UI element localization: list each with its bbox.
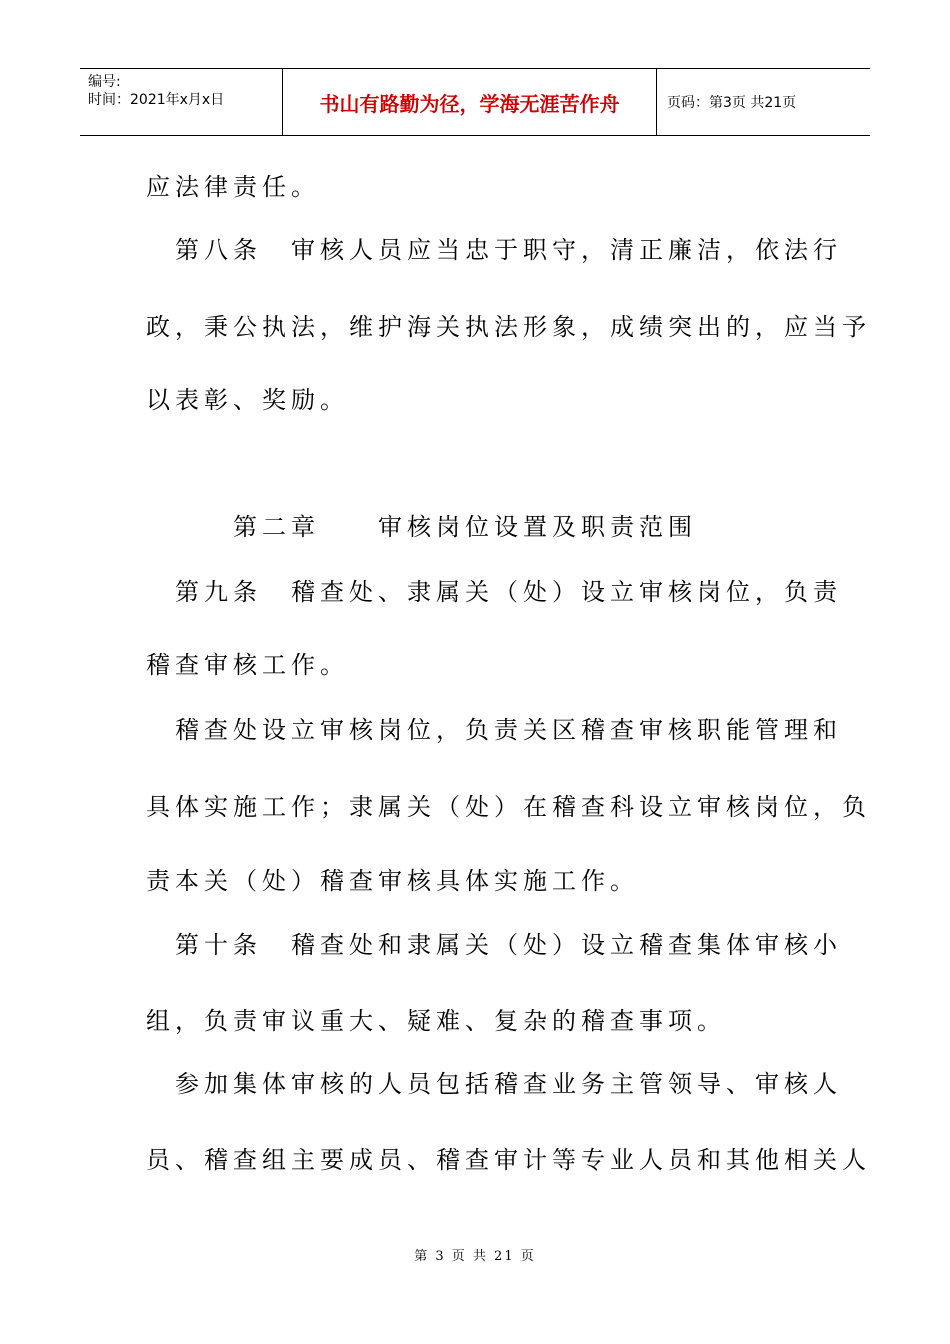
- body-line: 组，负责审议重大、疑难、复杂的稽查事项。: [146, 1007, 726, 1035]
- chapter-heading: 第二章 审核岗位设置及职责范围: [146, 513, 697, 541]
- body-line: 参加集体审核的人员包括稽查业务主管领导、审核人: [146, 1070, 842, 1098]
- body-line: 员、稽查组主要成员、稽查审计等专业人员和其他相关人: [146, 1146, 871, 1174]
- page-footer: 第 3 页 共 21 页: [414, 1249, 536, 1264]
- body-line: 应法律责任。: [146, 173, 320, 201]
- time-label: 时间：2021年x月x日: [88, 92, 225, 108]
- body-line: 稽查处设立审核岗位，负责关区稽查审核职能管理和: [146, 716, 842, 744]
- body-line: 第十条 稽查处和隶属关（处）设立稽查集体审核小: [146, 931, 842, 959]
- header-page-info: 页码：第3页 共21页: [667, 95, 797, 111]
- body-line: 以表彰、奖励。: [146, 386, 349, 414]
- body-line: 第九条 稽查处、隶属关（处）设立审核岗位，负责: [146, 578, 842, 606]
- body-line: 稽查审核工作。: [146, 651, 349, 679]
- document-header: [80, 68, 870, 136]
- body-line: 政，秉公执法，维护海关执法形象，成绩突出的，应当予: [146, 313, 871, 341]
- body-line: 具体实施工作；隶属关（处）在稽查科设立审核岗位，负: [146, 793, 871, 821]
- body-line: 第八条 审核人员应当忠于职守，清正廉洁，依法行: [146, 236, 842, 264]
- number-label: 编号:: [88, 74, 121, 90]
- body-line: 责本关（处）稽查审核具体实施工作。: [146, 867, 639, 895]
- header-motto: 书山有路勤为径，学海无涯苦作舟: [283, 69, 657, 135]
- header-meta: [80, 69, 283, 135]
